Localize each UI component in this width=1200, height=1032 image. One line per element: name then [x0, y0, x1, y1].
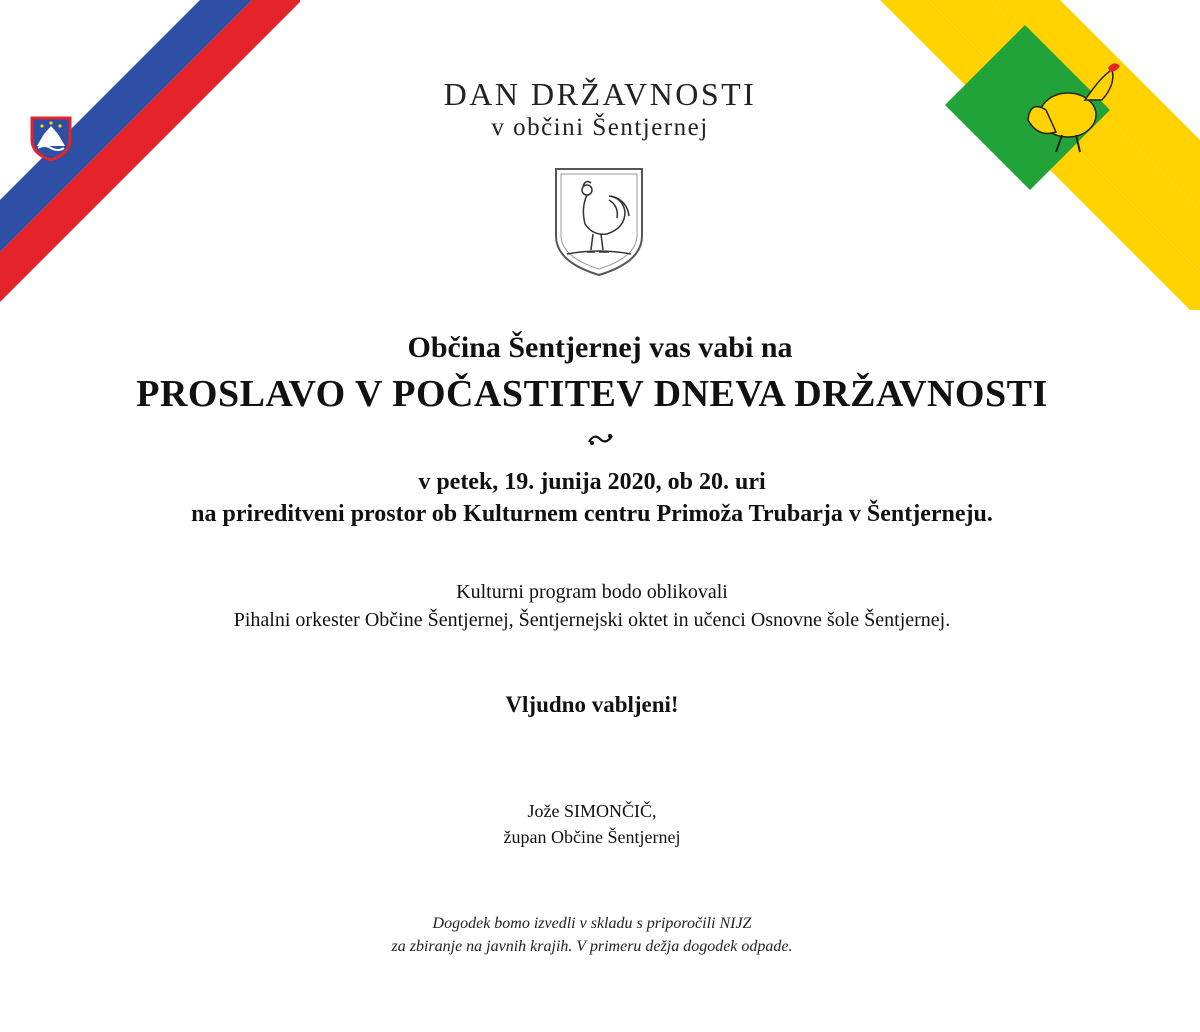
event-details: [0, 466, 1192, 530]
sentjernej-flag-ribbon-icon: [880, 0, 1200, 310]
event-date-time: v petek, 19. junija 2020, ob 20. uri: [418, 469, 766, 495]
program-line-2: Pihalni orkester Občine Šentjernej, Šentjernejski oktet in učenci Osnovne šole Šentjernej.: [233, 609, 951, 631]
header-subtitle: v občini Šentjernej: [491, 114, 709, 141]
closing-greeting: Vljudno vabljeni!: [505, 692, 679, 717]
invitation-intro: Občina Šentjernej vas vabi na: [407, 331, 793, 364]
signature: [0, 798, 1192, 850]
rooster-coat-of-arms-icon: [553, 166, 645, 278]
event-location: na prireditveni prostor ob Kulturnem centru Primoža Trubarja v Šentjerneju.: [191, 501, 993, 527]
slovenian-flag-ribbon-icon: [0, 0, 300, 310]
program-line-1: Kulturni program bodo oblikovali: [456, 581, 728, 603]
signature-role: župan Občine Šentjernej: [503, 827, 681, 847]
program-info: [0, 578, 1192, 634]
flourish-ornament-icon: [586, 430, 616, 448]
footnote-line-1: Dogodek bomo izvedli v skladu s priporočili NIJZ: [432, 915, 752, 932]
header-title: DAN DRŽAVNOSTI: [443, 76, 757, 112]
event-title: PROSLAVO V POČASTITEV DNEVA DRŽAVNOSTI: [136, 373, 1048, 415]
footnote-line-2: za zbiranje na javnih krajih. V primeru dežja dogodek odpade.: [391, 938, 793, 955]
footnote: [0, 912, 1192, 958]
signature-name: Jože SIMONČIČ,: [527, 801, 657, 821]
